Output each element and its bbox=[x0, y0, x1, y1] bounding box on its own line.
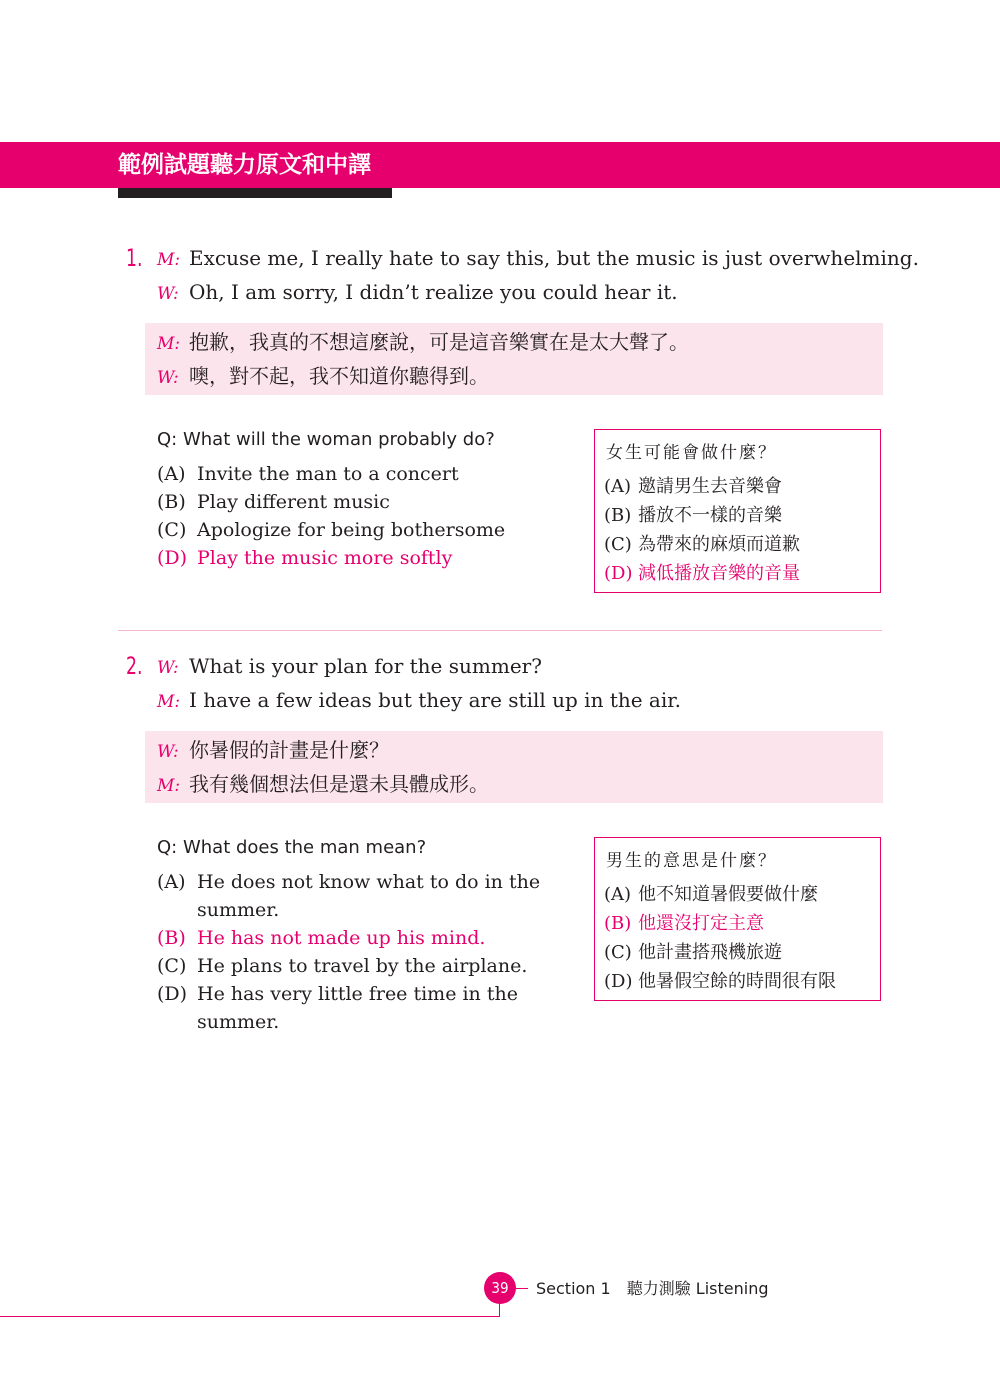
option-b-translation-correct: (B) 他還沒打定主意 bbox=[604, 913, 764, 934]
option-c: (C) Apologize for being bothersome bbox=[157, 519, 506, 541]
translation-options-box bbox=[594, 429, 881, 593]
question-text: Q: What will the woman probably do? bbox=[157, 429, 495, 450]
option-c: (C) He plans to travel by the airplane. bbox=[157, 955, 528, 977]
translation-box bbox=[145, 731, 883, 803]
dialogue-line bbox=[157, 278, 678, 308]
translation-text: 你暑假的計畫是什麼？ bbox=[189, 738, 389, 762]
option-a: (A) He does not know what to do in the bbox=[157, 871, 541, 893]
running-footer: Section 1 聽力測驗 Listening bbox=[536, 1279, 769, 1298]
translation-text: 抱歉，我真的不想這麼說，可是這音樂實在是太大聲了。 bbox=[189, 330, 689, 354]
option-d-correct: (D) Play the music more softly bbox=[157, 547, 453, 569]
dialogue-text: Oh, I am sorry, I didn’t realize you could hear it. bbox=[189, 280, 678, 304]
option-a-translation: (A) 他不知道暑假要做什麼 bbox=[604, 884, 818, 905]
speaker-label: W: bbox=[157, 368, 179, 388]
speaker-label: W: bbox=[157, 284, 179, 304]
option-b-correct: (B) He has not made up his mind. bbox=[157, 927, 486, 949]
question-number-1: 1. bbox=[126, 244, 143, 272]
speaker-label: M: bbox=[157, 692, 181, 712]
question-number-2: 2. bbox=[126, 652, 143, 680]
speaker-label: M: bbox=[157, 250, 181, 270]
translation-box bbox=[145, 323, 883, 395]
translation-line bbox=[157, 362, 489, 392]
option-d-translation-correct: (D) 減低播放音樂的音量 bbox=[604, 563, 800, 584]
option-b: (B) Play different music bbox=[157, 491, 390, 513]
dialogue-text: Excuse me, I really hate to say this, but the music is just overwhelming. bbox=[189, 246, 919, 270]
dialogue-line bbox=[157, 686, 681, 716]
option-c-translation: (C) 他計畫搭飛機旅遊 bbox=[604, 942, 782, 963]
footer-rule bbox=[0, 1316, 500, 1317]
option-d-translation: (D) 他暑假空餘的時間很有限 bbox=[604, 971, 836, 992]
translation-text: 我有幾個想法但是還未具體成形。 bbox=[189, 772, 489, 796]
option-d: (D) He has very little free time in the bbox=[157, 983, 518, 1005]
speaker-label: W: bbox=[157, 658, 179, 678]
question-translation: 女生可能會做什麼？ bbox=[606, 443, 777, 463]
translation-text: 噢，對不起，我不知道你聽得到。 bbox=[189, 364, 489, 388]
speaker-label: W: bbox=[157, 742, 179, 762]
speaker-label: M: bbox=[157, 776, 181, 796]
translation-options-box bbox=[594, 837, 881, 1001]
section-title: 範例試題聽力原文和中譯 bbox=[118, 152, 371, 178]
question-translation: 男生的意思是什麼？ bbox=[606, 851, 777, 871]
translation-line bbox=[157, 770, 489, 800]
option-c-translation: (C) 為帶來的麻煩而道歉 bbox=[604, 534, 800, 555]
option-b-translation: (B) 播放不一樣的音樂 bbox=[604, 505, 782, 526]
option-d-continued: summer. bbox=[197, 1011, 280, 1033]
dialogue-text: I have a few ideas but they are still up in the air. bbox=[189, 688, 681, 712]
dialogue-text: What is your plan for the summer? bbox=[189, 654, 542, 678]
title-underline bbox=[118, 188, 392, 198]
option-a: (A) Invite the man to a concert bbox=[157, 463, 459, 485]
question-text: Q: What does the man mean? bbox=[157, 837, 427, 858]
option-a-continued: summer. bbox=[197, 899, 280, 921]
speaker-label: M: bbox=[157, 334, 181, 354]
page-number: 39 bbox=[484, 1272, 516, 1304]
translation-line bbox=[157, 736, 389, 766]
dialogue-line bbox=[157, 652, 542, 682]
dialogue-line bbox=[157, 244, 919, 274]
section-divider bbox=[118, 630, 882, 631]
option-a-translation: (A) 邀請男生去音樂會 bbox=[604, 476, 782, 497]
translation-line bbox=[157, 328, 689, 358]
